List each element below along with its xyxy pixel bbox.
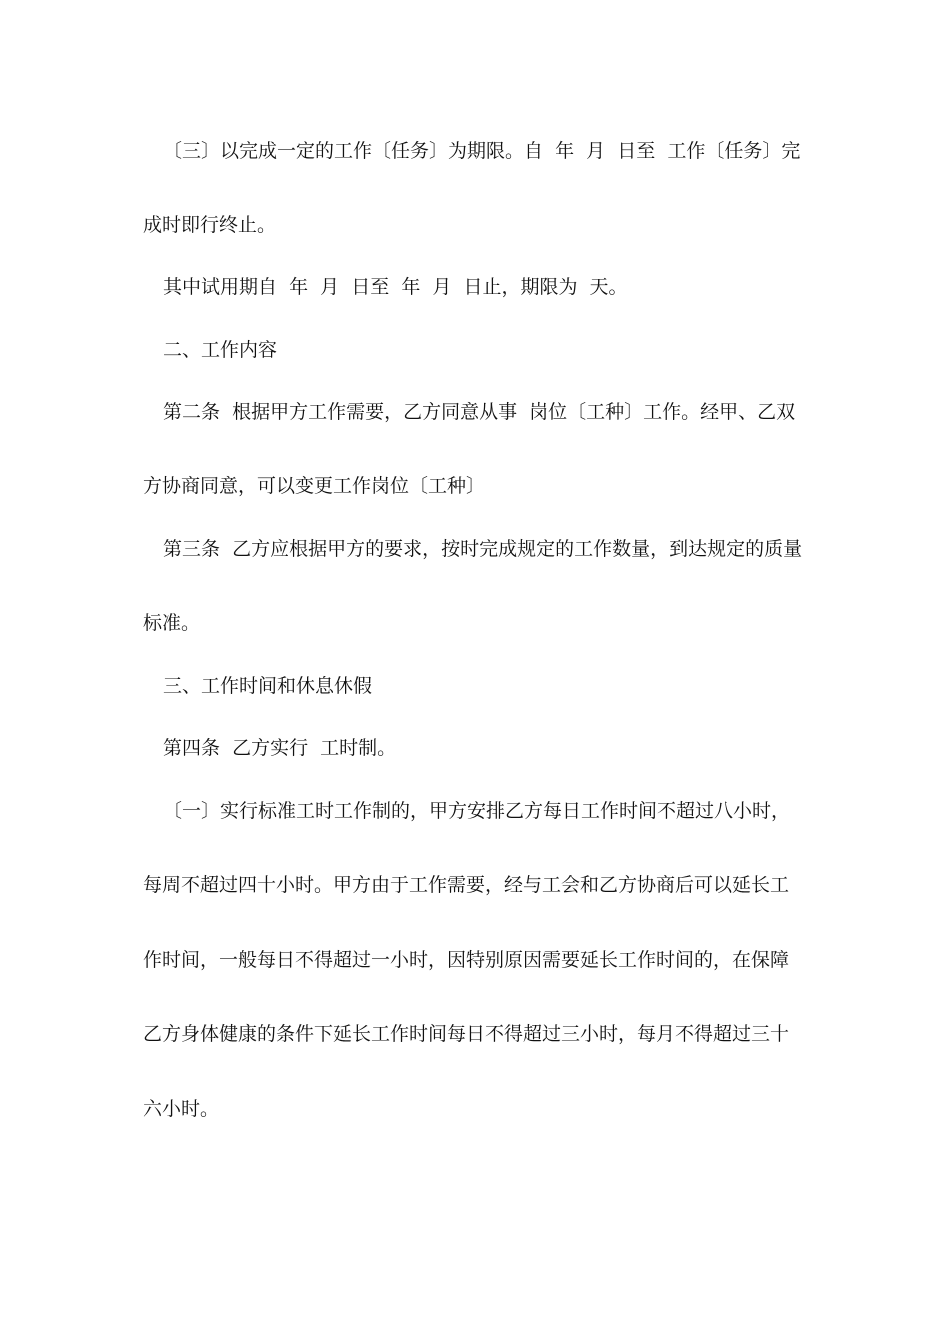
- standard-hours-line-2: 每周不超过四十小时。甲方由于工作需要，经与工会和乙方协商后可以延长工: [143, 874, 790, 896]
- article-three-line-2: 标准。: [143, 612, 201, 634]
- section-heading-work-content: 二、工作内容: [163, 339, 278, 361]
- standard-hours-line-5: 六小时。: [143, 1098, 220, 1120]
- standard-hours-line-1: 〔一〕实行标准工时工作制的，甲方安排乙方每日工作时间不超过八小时，: [163, 800, 791, 822]
- section-heading-working-hours: 三、工作时间和休息休假: [163, 675, 373, 697]
- paragraph-probation-period: 其中试用期自 年 月 日至 年 月 日止，期限为 天。: [163, 276, 628, 298]
- article-two-line-2: 方协商同意，可以变更工作岗位〔工种〕: [143, 475, 486, 497]
- article-two-line-1: 第二条 根据甲方工作需要，乙方同意从事 岗位〔工种〕工作。经甲、乙双: [163, 401, 796, 423]
- paragraph-term-three-line-2: 成时即行终止。: [143, 214, 277, 236]
- standard-hours-line-4: 乙方身体健康的条件下延长工作时间每日不得超过三小时，每月不得超过三十: [143, 1023, 790, 1045]
- standard-hours-line-3: 作时间，一般每日不得超过一小时，因特别原因需要延长工作时间的，在保障: [143, 949, 790, 971]
- article-four: 第四条 乙方实行 工时制。: [163, 737, 397, 759]
- paragraph-term-three-line-1: 〔三〕以完成一定的工作〔任务〕为期限。自 年 月 日至 工作〔任务〕完: [163, 140, 801, 162]
- article-three-line-1: 第三条 乙方应根据甲方的要求，按时完成规定的工作数量，到达规定的质量: [163, 538, 803, 560]
